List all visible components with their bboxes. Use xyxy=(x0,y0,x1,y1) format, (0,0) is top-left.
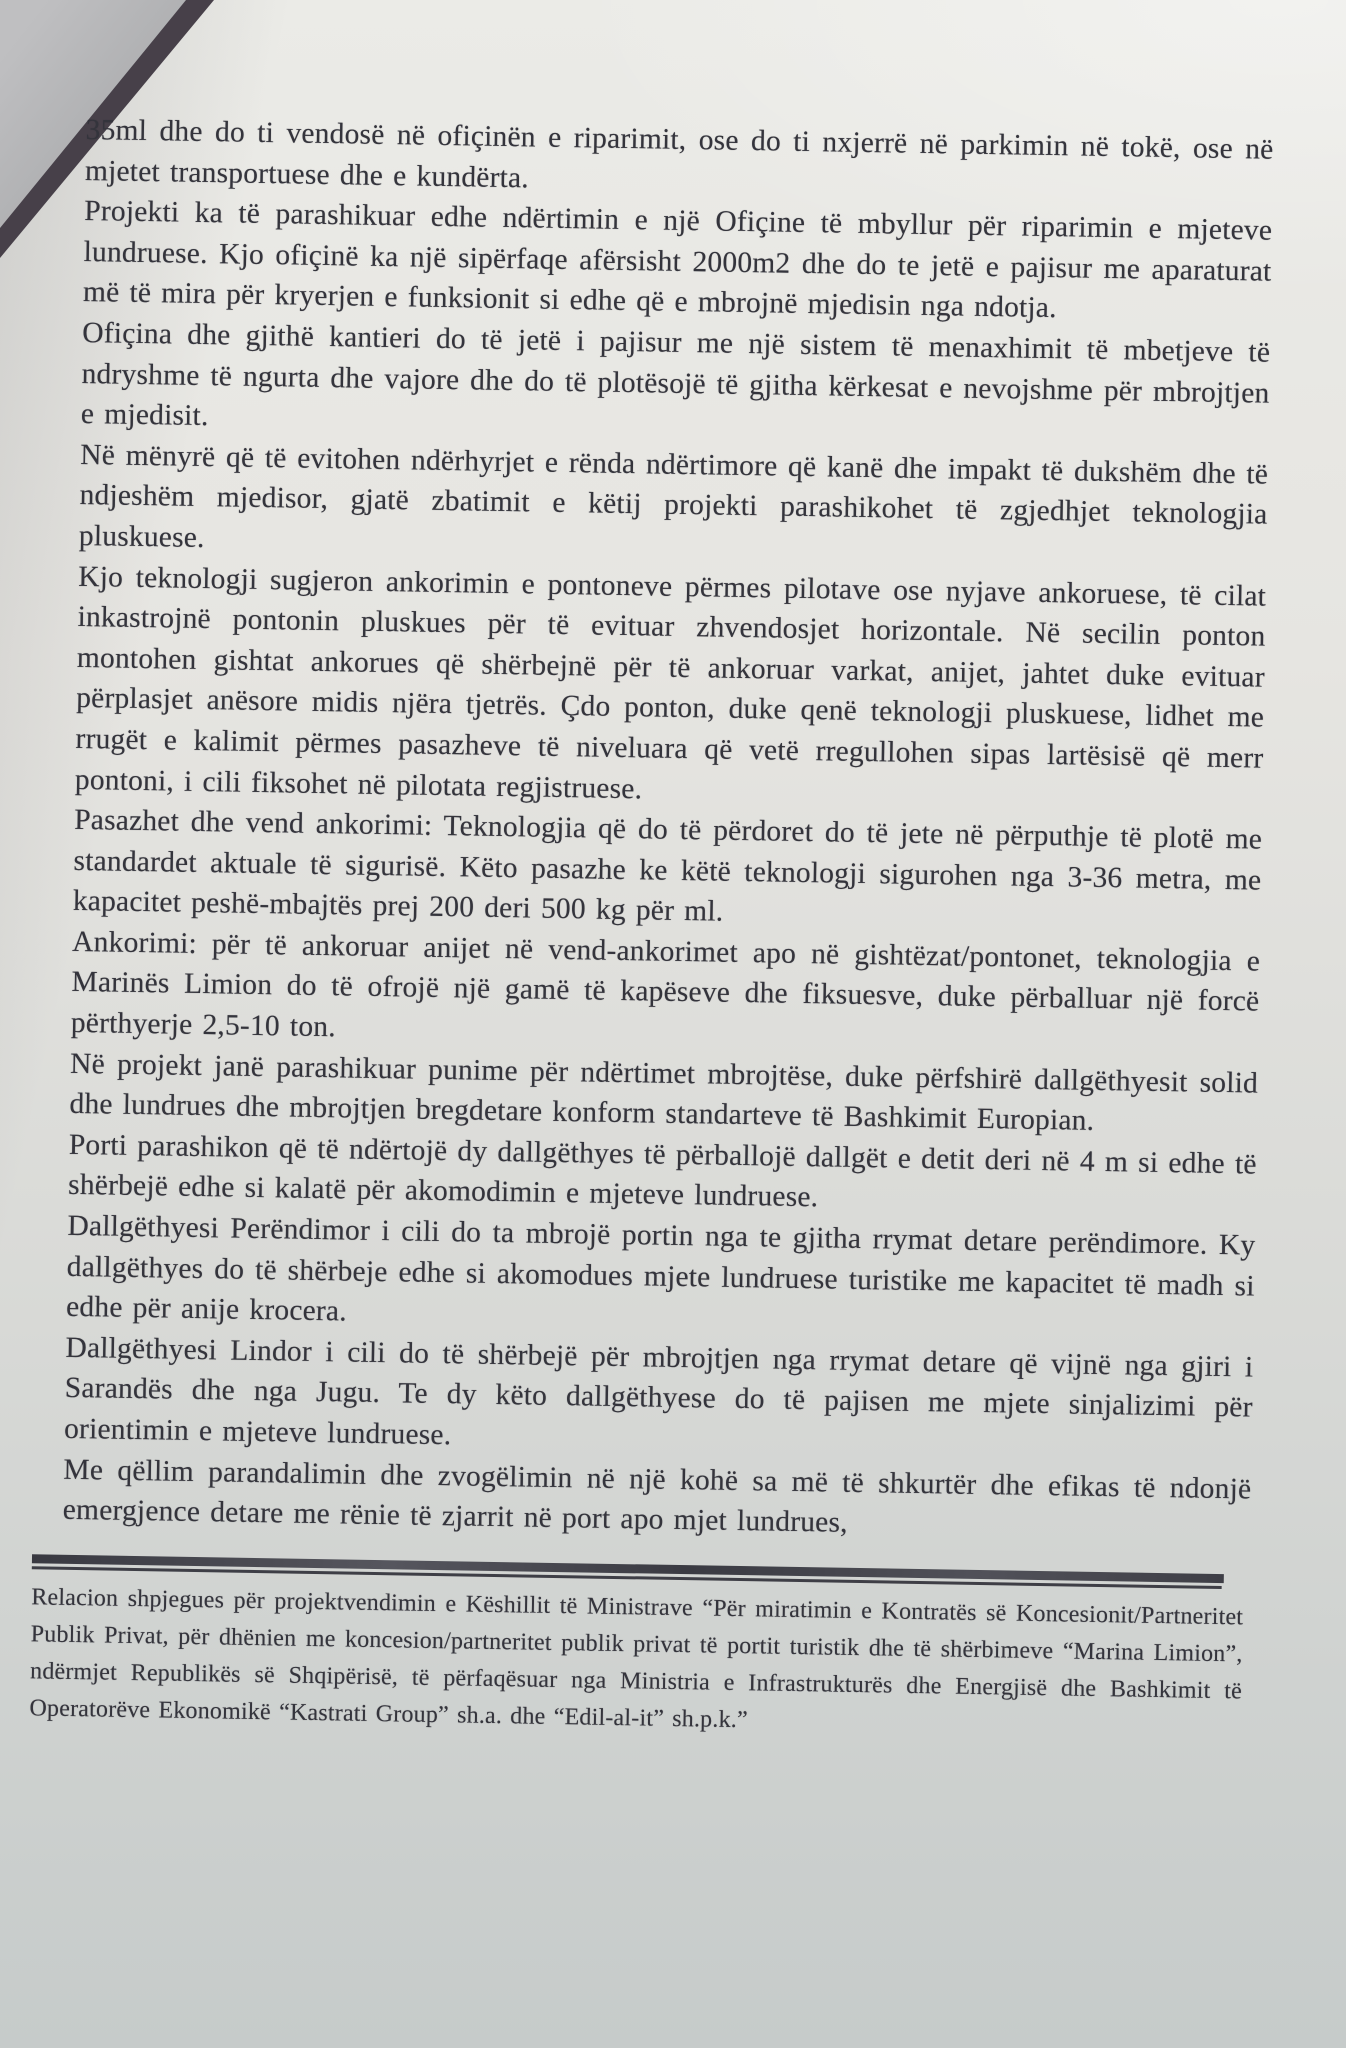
body-paragraph: Ofiçina dhe gjithë kantieri do të jetë i pajisur me një sistem të menaxhimit të mbetjeve të ndryshme të ngurta dhe vajore dhe do të plotësojë të gjitha kërkesat e nevojshme për mbrojtjen e mjedisit. xyxy=(80,316,1271,433)
body-paragraph: Në mënyrë që të evitohen ndërhyrjet e rënda ndërtimore që kanë dhe impakt të dukshëm dhe të ndjeshëm mjedisor, gjatë zbatimit e këtij projekti parashikohet të zgjedhjet teknologjia pluskuese. xyxy=(78,438,1269,554)
body-paragraph: 35ml dhe do ti vendosë në ofiçinën e riparimit, ose do ti nxjerrë në parkimin në tokë, ose në mjetet transportuese dhe e kundërta. xyxy=(84,113,1274,194)
body-paragraph: Kjo teknologji sugjeron ankorimin e pontoneve përmes pilotave ose nyjave ankoruese, të cilat inkastrojnë pontonin pluskues për të evituar zhvendosjet horizontale. Në secilin ponton montohen gishtat ankorues që shërbejnë për të ankoruar varkat, anijet, jahtet duke evituar përplasjet anësore midis njëra tjetrës. Çdo ponton, duke qenë teknologji pluskuese, lidhet me rrugët e kalimit përmes pasazheve të niveluara që vetë rregullohen sipas lartësisë që merr pontoni, i cili fiksohet në pilotata regjistruese. xyxy=(74,560,1267,805)
body-paragraph: Në projekt janë parashikuar punime për ndërtimet mbrojtëse, duke përfshirë dallgëthyesit solid dhe lundrues dhe mbrojtjen bregdetare konform standarteve të Bashkimit Europian. xyxy=(69,1047,1259,1138)
body-paragraph: Pasazhet dhe vend ankorimi: Teknologjia që do të përdoret do të jete në përputhje të plotë me standardet aktuale të sigurisë. Këto pasazhe ke këtë teknologji sigurohen nga 3-36 metra, me kapacitet peshë-mbajtës prej 200 deri 500 kg për ml. xyxy=(72,803,1263,928)
body-paragraph: Projekti ka të parashikuar edhe ndërtimin e një Ofiçine të mbyllur për riparimin e mjeteve lundruese. Kjo ofiçinë ka një sipërfaqe afërsisht 2000m2 dhe do te jetë e pajisur me aparaturat më të mira për kryerjen e funksionit si edhe që e mbrojnë mjedisin nga ndotja. xyxy=(82,195,1273,325)
document-content xyxy=(29,110,1274,1747)
body-paragraph: Dallgëthyesi Perëndimor i cili do ta mbrojë portin nga te gjitha rrymat detare perëndimore. Ky dallgëthyes do të shërbeje edhe si akomodues mjete lundruese turistike me kapacitet të madh si edhe për anije krocera. xyxy=(65,1209,1256,1328)
body-paragraph: Dallgëthyesi Lindor i cili do të shërbejë për mbrojtjen nga rrymat detare që vijnë nga gjiri i Sarandës dhe nga Jugu. Te dy këto dallgëthyese do të pajisen me mjete sinjalizimi për orientimin e mjeteve lundruese. xyxy=(63,1331,1254,1452)
body-paragraph: Porti parashikon që të ndërtojë dy dallgëthyes të përballojë dallgët e detit deri në 4 m si edhe të shërbejë edhe si kalatë për akomodimin e mjeteve lundruese. xyxy=(67,1128,1257,1214)
footnote-separator xyxy=(32,1554,1224,1583)
document-body-text xyxy=(62,110,1273,1550)
body-paragraph: Me qëllim parandalimin dhe zvogëlimin në një kohë sa më të shkurtër dhe efikas të ndonjë emergjence detare me rënie të zjarrit në port apo mjet lundrues, xyxy=(62,1453,1252,1540)
body-paragraph: Ankorimi: për të ankoruar anijet në vend-ankorimet apo në gishtëzat/pontonet, teknologjia e Marinës Limion do të ofrojë një gamë të kapëseve dhe fiksuesve, duke përballuar një forcë përthyerje 2,5-10 ton. xyxy=(70,925,1261,1044)
footnote-text: Relacion shpjegues për projektvendimin e Këshillit të Ministrave “Për miratimin e Kontratës së Koncesionit/Partneritet Publik Privat, për dhënien me koncesion/partneritet publik privat të portit turistik dhe të shërbimeve “Marina Limion”, ndërmjet Republikës së Shqipërisë, të përfaqësuar nga Ministria e Infrastrukturës dhe Energjisë dhe Bashkimit të Operatorëve Ekonomikë “Kastrati Group” sh.a. dhe “Edil-al-it” sh.p.k.” xyxy=(29,1584,1244,1733)
